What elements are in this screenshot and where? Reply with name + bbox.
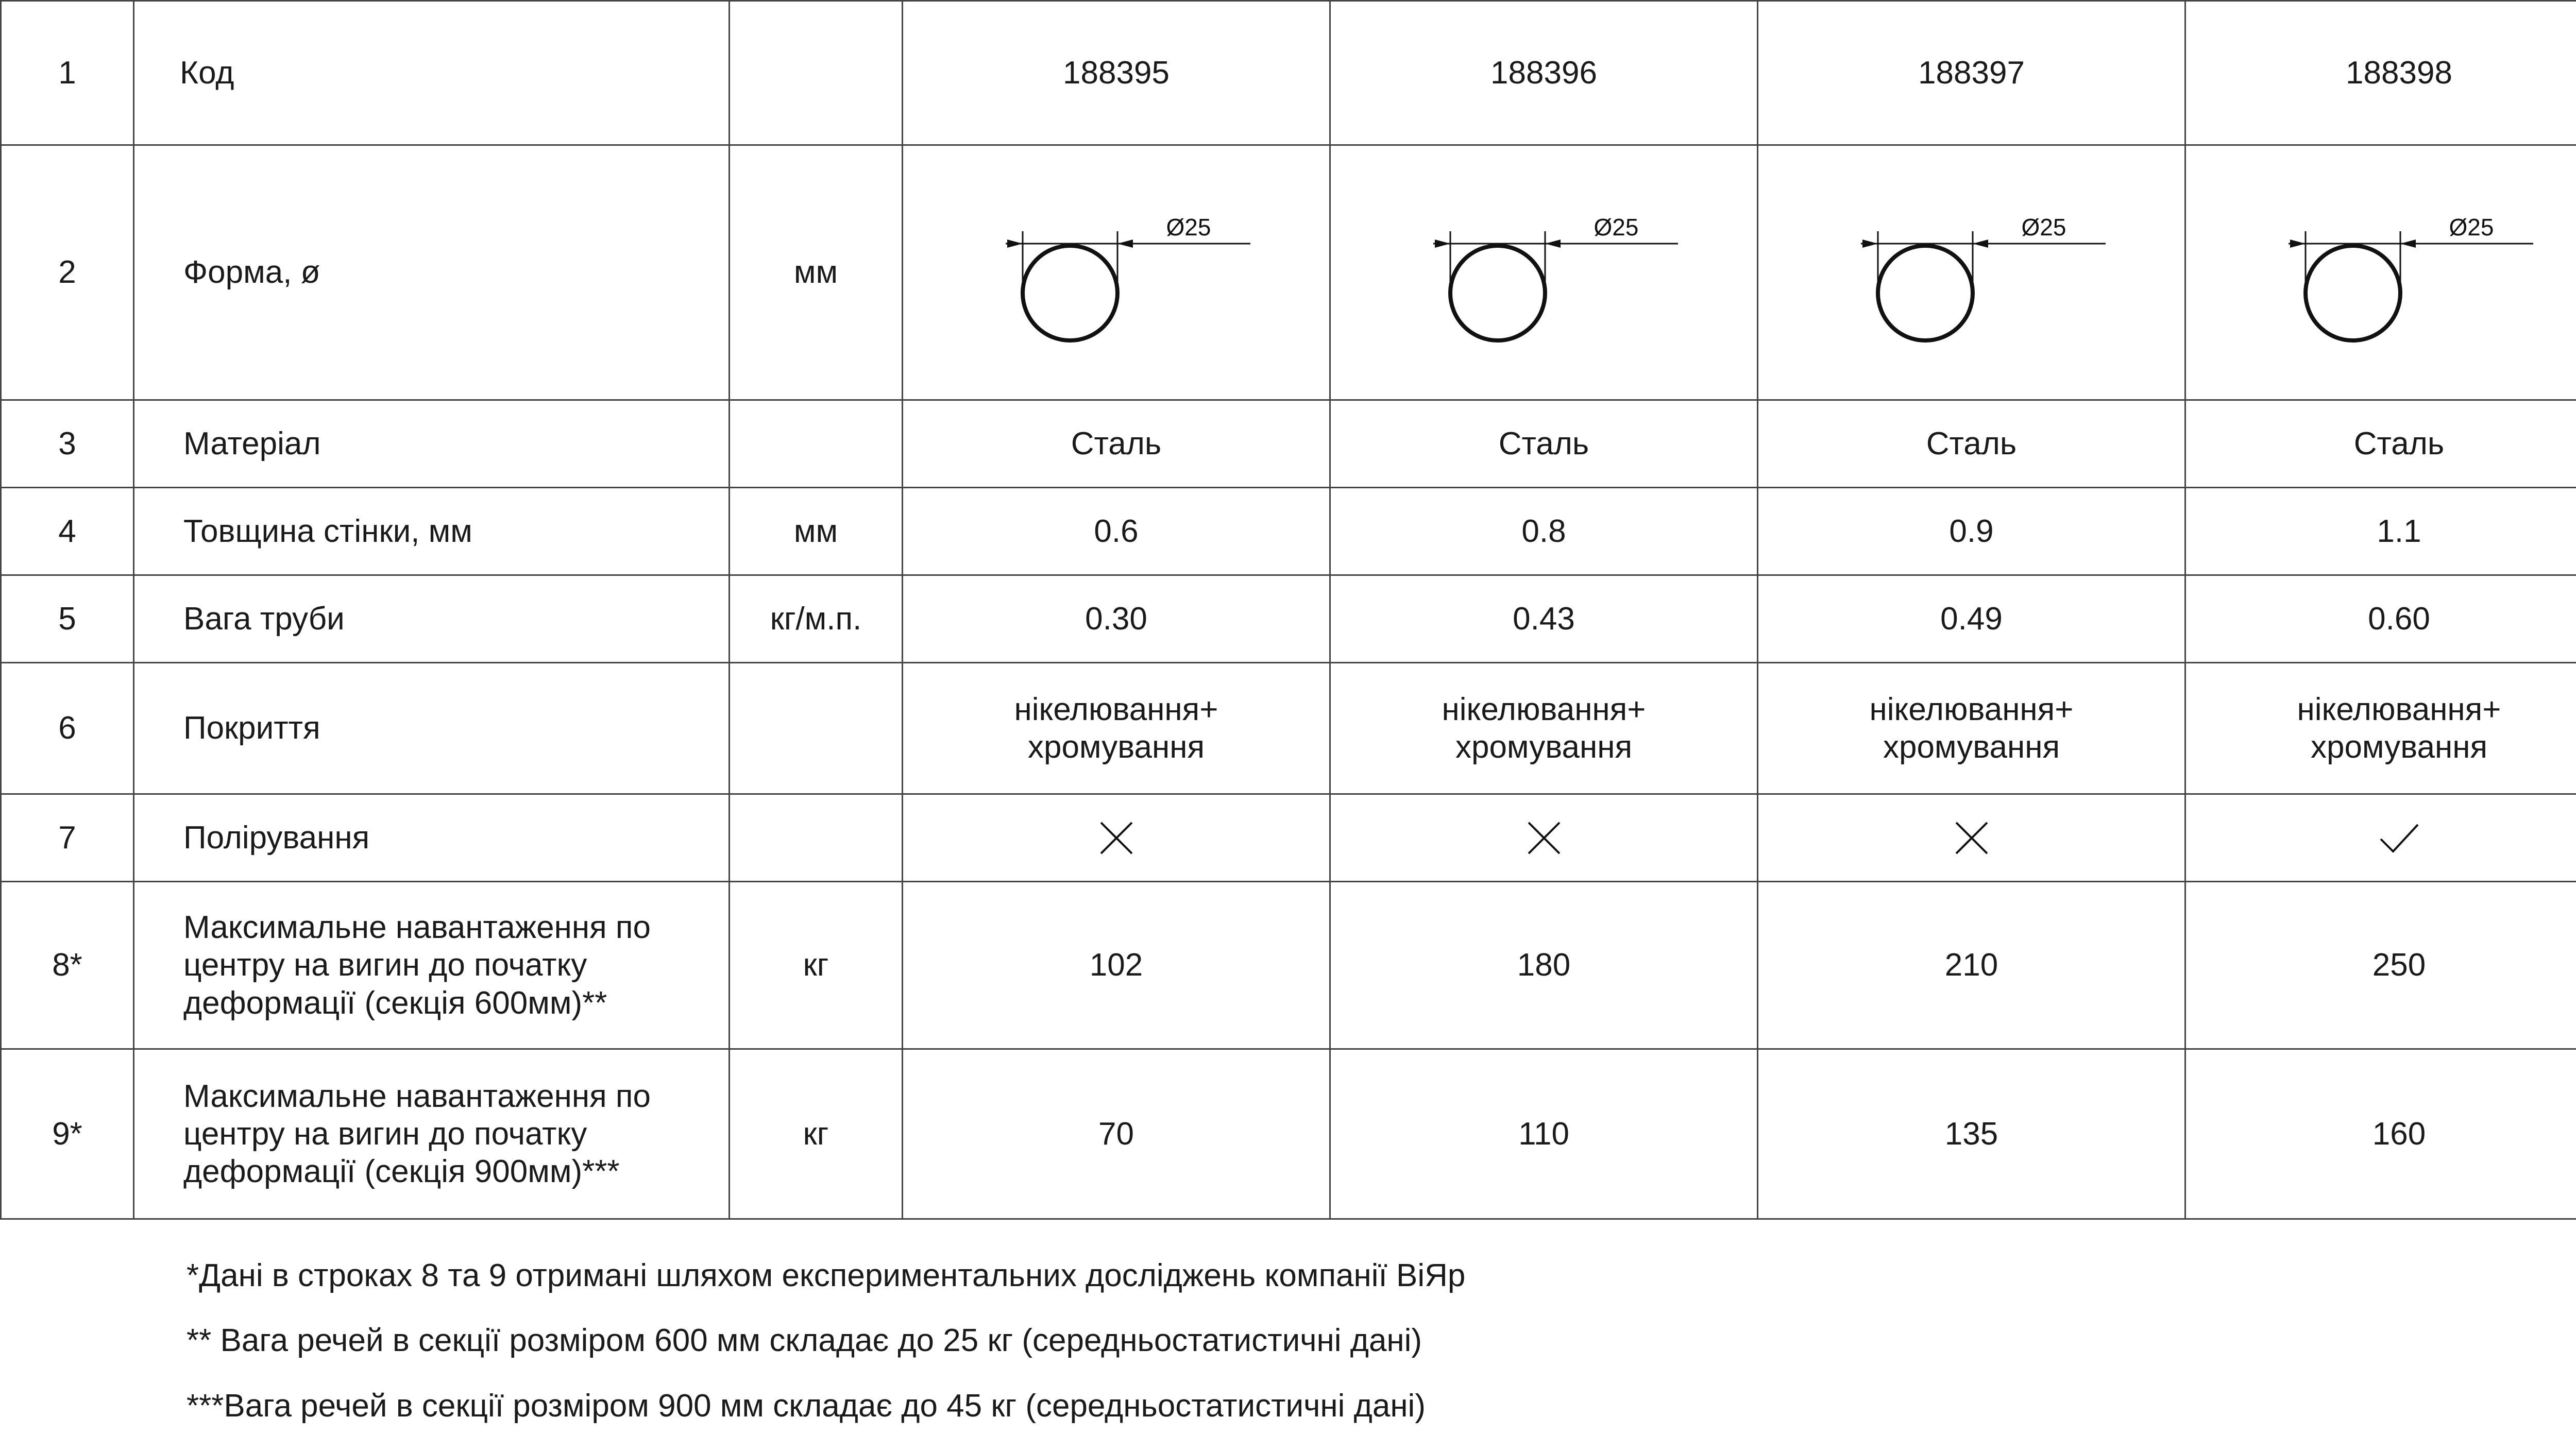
diameter-label: Ø25 [1166, 214, 1211, 241]
value-text: 0.8 [1521, 513, 1566, 550]
diameter-label: Ø25 [1594, 214, 1638, 241]
table-row [1, 1049, 2576, 1219]
parameter-name: Товщина стінки, мм [134, 488, 730, 575]
value-text: 160 [2372, 1115, 2426, 1153]
row-number: 3 [1, 400, 134, 488]
footnote-2: ** Вага речей в секції розміром 600 мм складає до 25 кг (середньостатистичні дані) [187, 1322, 1465, 1360]
value-cell [903, 1049, 1330, 1219]
shape-cell [1758, 145, 2185, 400]
table-row [1, 145, 2576, 400]
value-cell [903, 400, 1330, 488]
value-text: 188397 [1918, 54, 2025, 92]
value-text: 0.6 [1094, 513, 1138, 550]
unit-cell [730, 663, 903, 794]
value-text: 0.60 [2368, 600, 2430, 638]
table-row [1, 575, 2576, 663]
value-text: 180 [1517, 946, 1570, 984]
dimension-arrow [2400, 240, 2416, 248]
value-text: 188395 [1063, 54, 1170, 92]
value-text: Сталь [2354, 425, 2444, 463]
value-text: 188396 [1490, 54, 1597, 92]
value-text: нікелювання+ хромування [1431, 691, 1657, 766]
value-cell [1330, 488, 1758, 575]
table-row [1, 1, 2576, 145]
value-text: нікелювання+ хромування [2286, 691, 2513, 766]
parameter-name: Покриття [134, 663, 730, 794]
tube-profile-drawing [982, 175, 1250, 370]
unit-cell [730, 1, 903, 145]
dimension-arrow [1117, 240, 1133, 248]
value-text: 0.43 [1513, 600, 1575, 638]
footnote-1: *Дані в строках 8 та 9 отримані шляхом експериментальних досліджень компанії ВіЯр [187, 1257, 1465, 1295]
shape-cell [903, 145, 1330, 400]
tube-profile-drawing [1838, 175, 2106, 370]
footnotes [187, 1257, 1465, 1452]
value-text: Сталь [1071, 425, 1161, 463]
polish-mark-cell [903, 794, 1330, 882]
value-text: 188398 [2346, 54, 2452, 92]
diameter-label: Ø25 [2449, 214, 2494, 241]
parameter-name: Матеріал [134, 400, 730, 488]
unit-cell: мм [730, 145, 903, 400]
tube-circle [1878, 246, 1973, 340]
value-text: Сталь [1926, 425, 2016, 463]
diameter-label: Ø25 [2021, 214, 2066, 241]
value-cell [1330, 400, 1758, 488]
value-cell [1758, 882, 2185, 1049]
value-cell [1330, 1049, 1758, 1219]
value-cell [2185, 575, 2576, 663]
dimension-arrow [2290, 240, 2306, 248]
table-row [1, 488, 2576, 575]
value-cell [903, 663, 1330, 794]
row-number: 7 [1, 794, 134, 882]
value-cell [903, 882, 1330, 1049]
polish-mark-cell [1330, 794, 1758, 882]
table-row [1, 794, 2576, 882]
value-cell [903, 488, 1330, 575]
value-text: 135 [1945, 1115, 1998, 1153]
value-text: 70 [1098, 1115, 1134, 1153]
value-cell [1758, 1, 2185, 145]
dimension-arrow [1862, 240, 1878, 248]
value-text: Сталь [1499, 425, 1589, 463]
value-text: нікелювання+ хромування [1003, 691, 1230, 766]
cross-icon [1096, 817, 1137, 859]
value-text: 0.9 [1949, 513, 1993, 550]
row-number: 4 [1, 488, 134, 575]
unit-cell: кг [730, 882, 903, 1049]
unit-cell: кг/м.п. [730, 575, 903, 663]
cross-icon [1951, 817, 1992, 859]
value-cell [1758, 488, 2185, 575]
polish-mark-cell [1758, 794, 2185, 882]
value-text: 0.49 [1940, 600, 2003, 638]
value-cell [1758, 400, 2185, 488]
row-number: 8* [1, 882, 134, 1049]
dimension-arrow [1973, 240, 1988, 248]
dimension-arrow [1435, 240, 1450, 248]
table-row [1, 663, 2576, 794]
value-cell [1330, 882, 1758, 1049]
value-cell [2185, 1, 2576, 145]
value-cell [1758, 1049, 2185, 1219]
value-text: 1.1 [2377, 513, 2421, 550]
unit-cell [730, 400, 903, 488]
parameter-name: Максимальне навантаження по центру на вигин до початку деформації (секція 600мм)** [134, 882, 730, 1049]
unit-cell [730, 794, 903, 882]
row-number: 6 [1, 663, 134, 794]
check-icon [2379, 817, 2420, 859]
value-text: нікелювання+ хромування [1858, 691, 2085, 766]
value-cell [1330, 663, 1758, 794]
tube-profile-drawing [2265, 175, 2533, 370]
value-cell [1758, 663, 2185, 794]
shape-cell [1330, 145, 1758, 400]
cross-icon [1523, 817, 1565, 859]
parameter-name: Код [134, 1, 730, 145]
value-text: 110 [1518, 1115, 1569, 1153]
parameter-name: Вага труби [134, 575, 730, 663]
row-number: 9* [1, 1049, 134, 1219]
table-row [1, 400, 2576, 488]
value-text: 0.30 [1085, 600, 1147, 638]
dimension-arrow [1545, 240, 1561, 248]
value-cell [1330, 575, 1758, 663]
table-row [1, 882, 2576, 1049]
unit-cell: кг [730, 1049, 903, 1219]
polish-mark-cell [2185, 794, 2576, 882]
value-cell [1330, 1, 1758, 145]
value-cell [2185, 882, 2576, 1049]
value-cell [2185, 663, 2576, 794]
row-number: 1 [1, 1, 134, 145]
value-cell [1758, 575, 2185, 663]
parameter-name: Полірування [134, 794, 730, 882]
tube-circle [1450, 246, 1545, 340]
value-cell [903, 1, 1330, 145]
parameter-name: Форма, ø [134, 145, 730, 400]
unit-cell: мм [730, 488, 903, 575]
shape-cell [2185, 145, 2576, 400]
tube-circle [1023, 246, 1117, 340]
value-cell [2185, 1049, 2576, 1219]
tube-circle [2306, 246, 2400, 340]
value-text: 102 [1090, 946, 1143, 984]
footnote-3: ***Вага речей в секції розміром 900 мм складає до 45 кг (середньостатистичні дані) [187, 1387, 1465, 1425]
value-cell [2185, 400, 2576, 488]
row-number: 2 [1, 145, 134, 400]
value-text: 250 [2372, 946, 2426, 984]
value-cell [903, 575, 1330, 663]
dimension-arrow [1007, 240, 1023, 248]
tube-profile-drawing [1410, 175, 1678, 370]
value-text: 210 [1945, 946, 1998, 984]
parameter-name: Максимальне навантаження по центру на вигин до початку деформації (секція 900мм)*** [134, 1049, 730, 1219]
value-cell [2185, 488, 2576, 575]
row-number: 5 [1, 575, 134, 663]
